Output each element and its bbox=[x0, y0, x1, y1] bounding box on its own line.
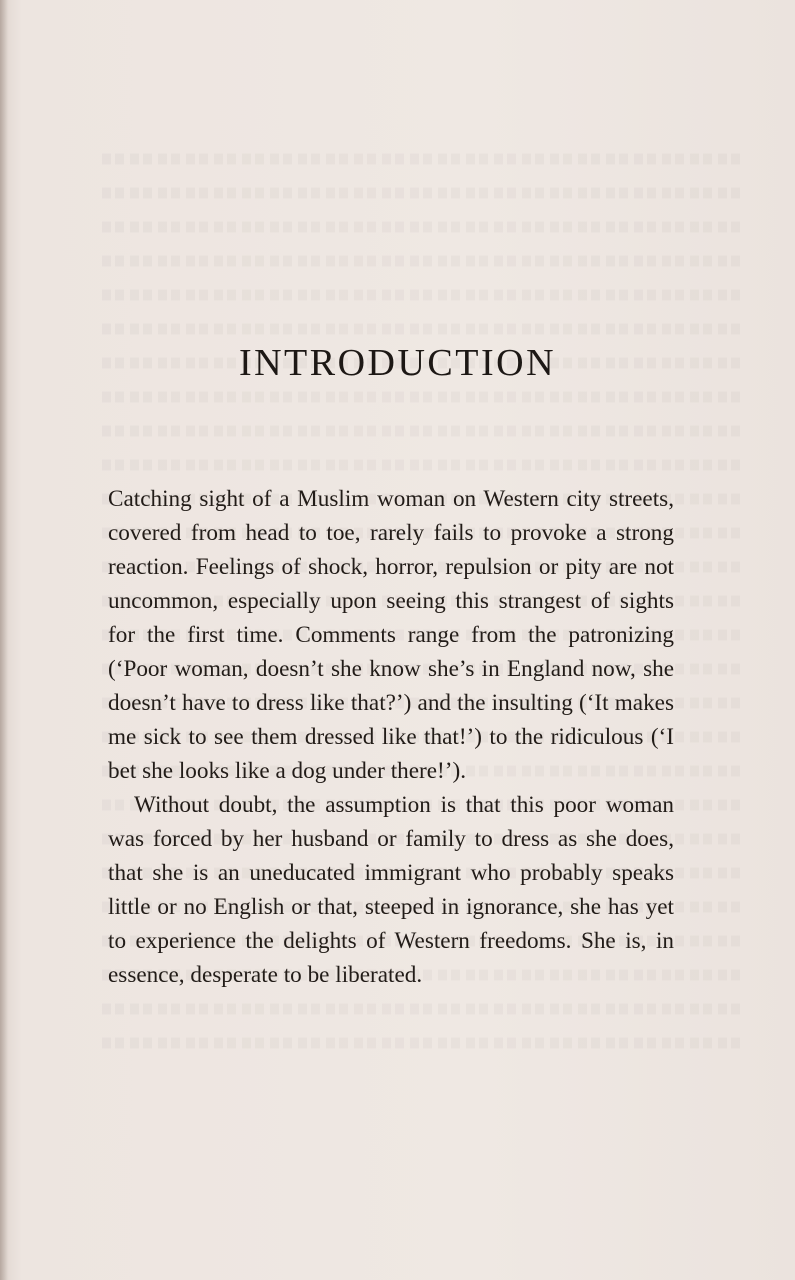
chapter-title: INTRODUCTION bbox=[238, 342, 557, 384]
paragraph: Without doubt, the assumption is that this poor woman was forced by her husband or family to dress as she does, that she is an uneducated immigrant who probably speaks little or no English or that, steeped in ignorance, she has yet to experience the delights of Western freedoms. She is, in essence, desperate to be liberated. bbox=[108, 792, 674, 988]
body-text bbox=[108, 482, 674, 992]
paragraph: Catching sight of a Muslim woman on Western city streets, covered from head to toe, rarely fails to provoke a strong reaction. Feelings of shock, horror, repulsion or pity are not uncommon, especially upon seeing this strangest of sights for the first time. Comments range from the patronizing (‘Poor woman, doesn’t she know she’s in England now, she doesn’t have to dress like that?’) and the insulting (‘It makes me sick to see them dressed like that!’) to the ridiculous (‘I bet she looks like a dog under there!’). bbox=[108, 486, 674, 784]
page-gutter-shadow bbox=[0, 0, 8, 1280]
